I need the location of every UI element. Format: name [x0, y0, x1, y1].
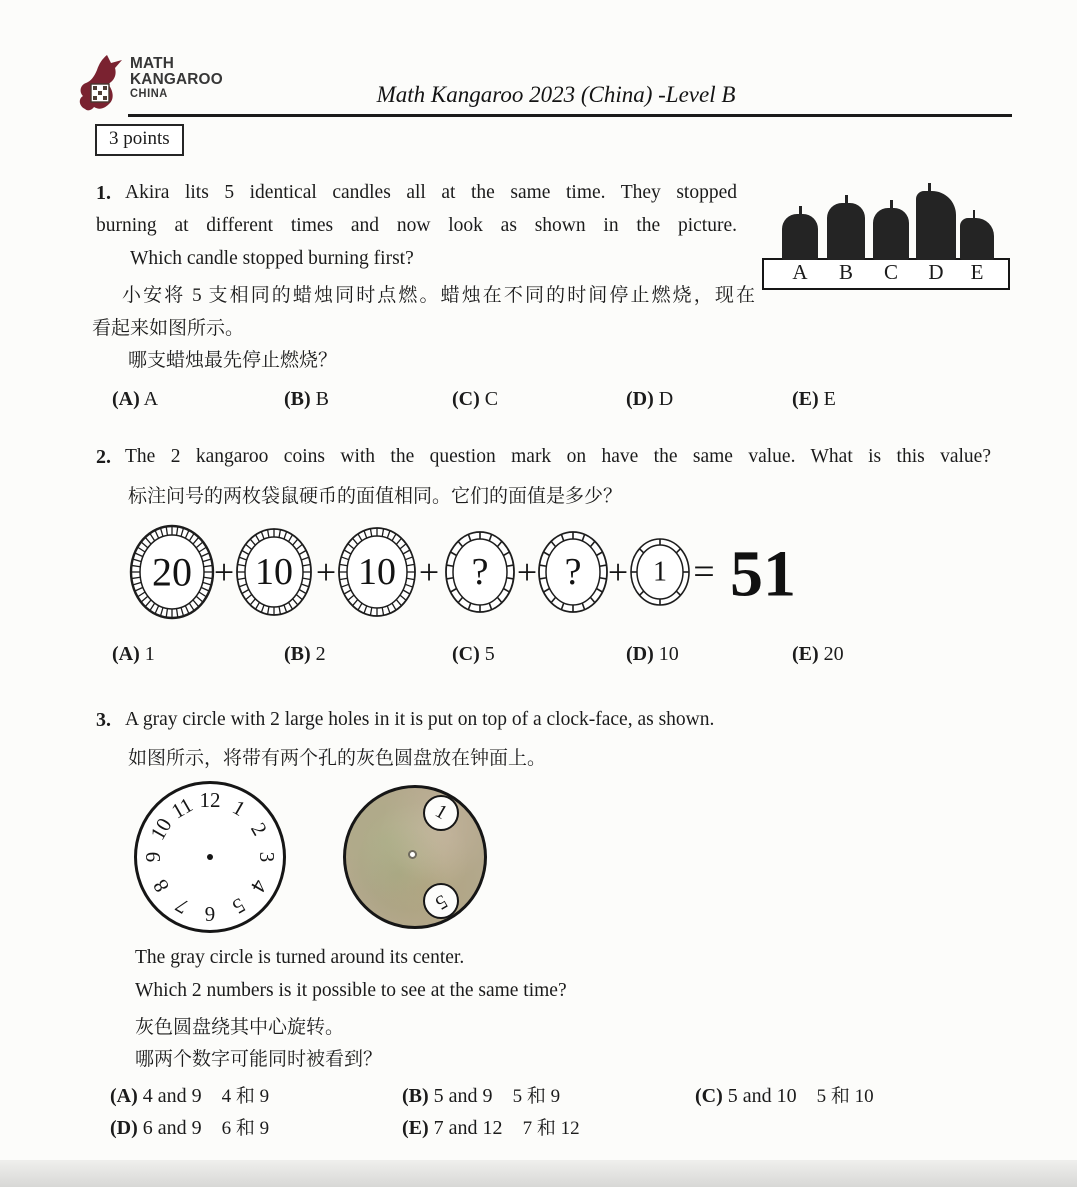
candles-figure	[762, 183, 1014, 295]
option-b: (B) 5 and 9 5 和 9	[402, 1085, 561, 1107]
equals-sign: =	[693, 551, 715, 593]
clock-number-3: 3	[255, 851, 280, 863]
option-c: (C) 5	[452, 643, 495, 665]
kangaroo-icon	[78, 54, 128, 114]
q1-text-en-1: Akira lits 5 identical candles all at the same time. They stopped	[125, 182, 737, 203]
candle-label-c: C	[883, 260, 898, 284]
page-title: Math Kangaroo 2023 (China) -Level B	[376, 82, 736, 107]
plus-sign: +	[213, 552, 235, 592]
disc-center-dot	[408, 850, 417, 859]
clock-face-figure	[134, 781, 286, 933]
clock-number-4: 4	[246, 875, 273, 897]
candle-label-e: E	[970, 260, 984, 284]
clock-number-12: 12	[199, 787, 221, 812]
candle-wick	[973, 210, 976, 219]
q1-number: 1.	[96, 182, 111, 204]
option-b: (B) 2	[284, 643, 326, 665]
logo-text-math: MATH	[130, 55, 174, 72]
points-badge: 3 points	[95, 124, 184, 156]
svg-text:1: 1	[653, 556, 667, 588]
candle-wick	[928, 183, 931, 192]
q1-text-zh-1: 小安将 5 支相同的蜡烛同时点燃。蜡烛在不同的时间停止燃烧，现在	[122, 285, 755, 306]
q1-question-zh: 哪支蜡烛最先停止燃烧？	[128, 350, 338, 371]
option-e: (E) 7 and 12 7 和 12	[402, 1117, 580, 1139]
coin-question	[446, 532, 514, 612]
candle-c	[873, 208, 909, 260]
option-d: (D) 10	[626, 643, 679, 665]
svg-text:?: ?	[471, 551, 489, 593]
q3-number: 3.	[96, 709, 111, 731]
option-a: (A) 1	[112, 643, 155, 665]
option-a: (A) A	[112, 388, 159, 410]
option-e: (E) E	[792, 388, 836, 410]
q2-text-zh-1: 标注问号的两枚袋鼠硬币的面值相同。它们的面值是多少？	[128, 486, 623, 507]
candle-d	[916, 191, 956, 260]
option-e: (E) 20	[792, 643, 844, 665]
candle-e	[960, 218, 994, 260]
candle-label-b: B	[838, 260, 853, 284]
q3-text-en-2: The gray circle is turned around its center.	[135, 947, 465, 968]
clock-number-8: 8	[147, 875, 174, 897]
option-c: (C) C	[452, 388, 499, 410]
candle-wick	[845, 195, 848, 204]
coins-figure	[106, 516, 816, 628]
equation-result: 51	[730, 537, 796, 611]
clock-number-2: 2	[246, 817, 273, 839]
q3-text-zh-1: 如图所示，将带有两个孔的灰色圆盘放在钟面上。	[128, 748, 547, 769]
q3-text-zh-3: 哪两个数字可能同时被看到？	[135, 1049, 383, 1070]
clock-center-dot	[207, 854, 213, 860]
coin-question	[539, 532, 607, 612]
clock-number-9: 9	[140, 851, 165, 863]
svg-text:20: 20	[152, 549, 192, 595]
clock-number-6: 6	[204, 902, 216, 927]
disc-visible-number: 5	[430, 889, 451, 914]
q1-options-row	[0, 388, 1077, 420]
svg-text:10: 10	[255, 551, 293, 593]
plus-sign: +	[315, 552, 337, 592]
candle-wick	[890, 200, 893, 209]
q2-number: 2.	[96, 446, 111, 468]
svg-text:?: ?	[564, 551, 582, 593]
candle-label-a: A	[792, 260, 808, 284]
q3-text-zh-2: 灰色圆盘绕其中心旋转。	[135, 1017, 345, 1038]
option-c: (C) 5 and 10 5 和 10	[695, 1085, 874, 1107]
option-a: (A) 4 and 9 4 和 9	[110, 1085, 270, 1107]
clock-number-5: 5	[228, 893, 250, 920]
candle-a	[782, 214, 818, 260]
coin-equation-graphic	[106, 516, 816, 628]
candle-b	[827, 203, 865, 260]
header-rule	[128, 114, 1012, 117]
q3-options-row-2	[0, 1113, 1077, 1145]
coin-20	[131, 526, 213, 618]
q3-text-en-1: A gray circle with 2 large holes in it is put on top of a clock-face, as shown.	[125, 709, 715, 730]
q1-question-en: Which candle stopped burning first?	[130, 248, 414, 269]
option-b: (B) B	[284, 388, 330, 410]
gray-disc-figure	[343, 785, 487, 929]
option-d: (D) 6 and 9 6 和 9	[110, 1117, 270, 1139]
q1-text-en-2: burning at different times and now look as shown in the picture.	[96, 215, 737, 236]
coin-10	[339, 528, 415, 616]
disc-hole-1	[423, 795, 459, 831]
clock-number-10: 10	[144, 813, 176, 844]
coin-10	[237, 529, 311, 615]
q3-options-row-1	[0, 1081, 1077, 1113]
candle-wick	[799, 206, 802, 215]
coin-1	[631, 539, 689, 605]
clock-number-11: 11	[166, 791, 197, 823]
q2-options-row	[0, 643, 1077, 675]
option-d: (D) D	[626, 388, 674, 410]
math-kangaroo-logo	[78, 50, 268, 122]
q2-text-en-1: The 2 kangaroo coins with the question mark on have the same value. What is this value?	[125, 446, 991, 467]
logo-text-china: CHINA	[130, 88, 168, 100]
disc-visible-number: 1	[430, 800, 451, 825]
plus-sign: +	[516, 552, 538, 592]
clock-number-7: 7	[170, 893, 192, 920]
clock-number-1: 1	[228, 794, 250, 821]
plus-sign: +	[418, 552, 440, 592]
disc-hole-5	[423, 883, 459, 919]
candle-label-d: D	[928, 260, 944, 284]
plus-sign: +	[607, 552, 629, 592]
scan-bottom-edge	[0, 1160, 1077, 1187]
q3-text-en-3: Which 2 numbers is it possible to see at the same time?	[135, 980, 567, 1001]
logo-text-kangaroo: KANGAROO	[130, 71, 223, 88]
q1-text-zh-2: 看起来如图所示。	[92, 318, 245, 339]
svg-text:10: 10	[358, 551, 396, 593]
